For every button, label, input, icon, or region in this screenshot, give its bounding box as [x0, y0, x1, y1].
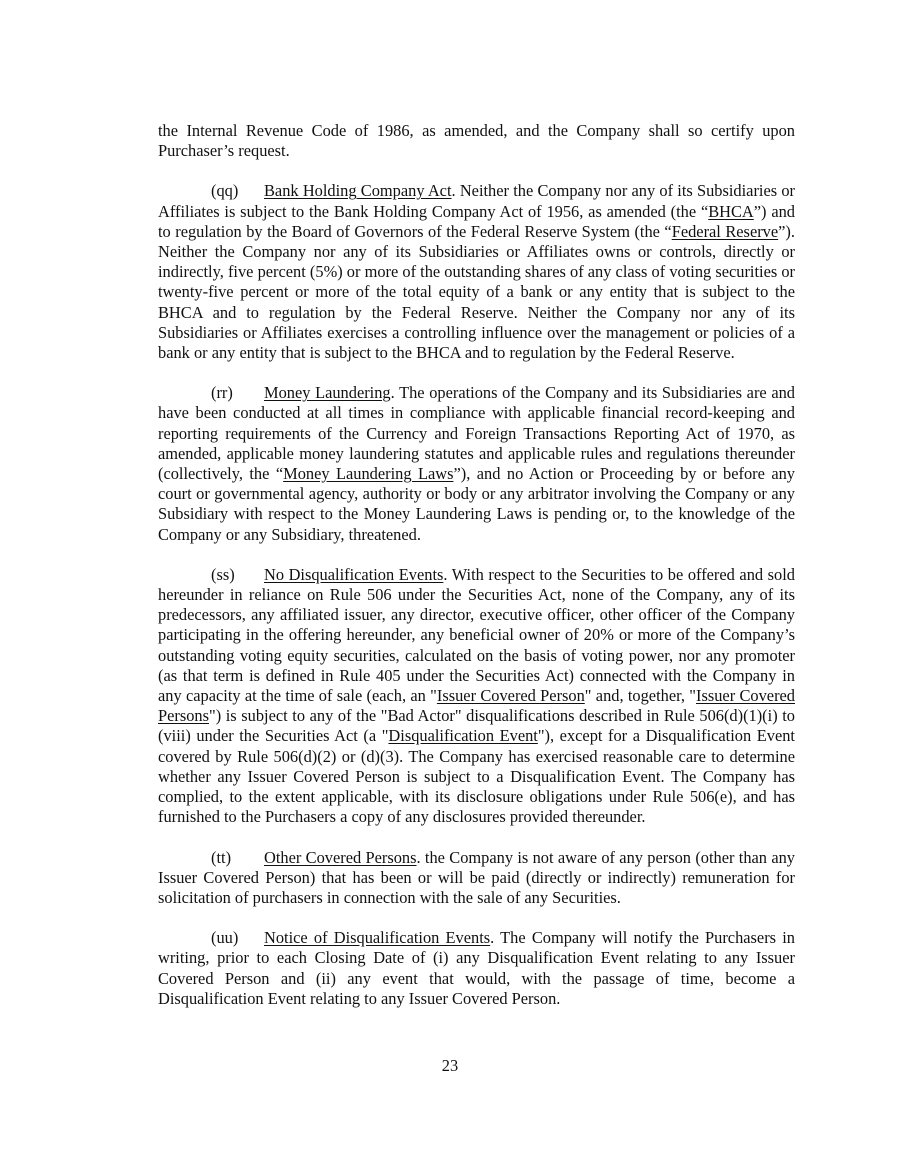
section-heading: Notice of Disqualification Events	[264, 928, 491, 948]
defined-term: Issuer Covered Person	[436, 686, 585, 706]
section-text: . the Company is not aware of any person (other than any Issuer Covered Person) that has been or will be paid (directly or indirectly) remuneration for solicitation of purchasers in connection with the sale of any Securities.	[158, 847, 795, 907]
defined-term: Federal Reserve	[671, 221, 779, 241]
section-number: (rr)	[211, 383, 233, 403]
section-text: . With respect to the Securities to be offered and sold hereunder in reliance on Rule 506 under the Securities Act, none of the Company, any of its predecessors, any affiliated issuer, any director, executive officer, other officer of the Company participating in the offering hereunder, any beneficial owner of 20% or more of the Company’s outstanding voting equity securities, calculated on the basis of voting power, nor any promoter (as that term is defined in Rule 405 under the Securities Act) connected with the Company in any capacity at the time of sale (each, an "	[158, 564, 795, 706]
defined-term: Disqualification Event	[388, 726, 538, 746]
section-heading: Bank Holding Company Act	[264, 181, 452, 201]
defined-term: BHCA	[708, 201, 754, 221]
section-text: "), except for a Disqualification Event covered by Rule 506(d)(2) or (d)(3). The Company has exercised reasonable care to determine whether any Issuer Covered Person is subject to a Disqualification Event. The Company has complied, to the extent applicable, with its disclosure obligations under Rule 506(e), and has furnished to the Purchasers a copy of any disclosures provided thereunder.	[158, 726, 795, 827]
section-number: (tt)	[211, 847, 232, 867]
section-text: . The Company will notify the Purchasers in writing, prior to each Closing Date of (i) any Disqualification Event relating to any Issuer Covered Person and (ii) any event that would, with the passage of time, become a Disqualification Event relating to any Issuer Covered Person.	[158, 928, 795, 1008]
section-text: ") is subject to any of the "Bad Actor" disqualifications described in Rule 506(d)(1)(i) to (viii) under the Securities Act (a "	[158, 706, 795, 746]
section-uu	[158, 928, 795, 1009]
section-number: (ss)	[211, 564, 235, 584]
section-number: (uu)	[211, 928, 239, 948]
section-number: (qq)	[211, 181, 239, 201]
section-text: ”), and no Action or Proceeding by or before any court or governmental agency, authority or body or any arbitrator involving the Company or any Subsidiary with respect to the Money Laundering Laws is pending or, to the knowledge of the Company or any Subsidiary, threatened.	[158, 464, 795, 544]
section-rr	[158, 383, 795, 545]
section-heading: No Disqualification Events	[264, 564, 444, 584]
section-heading: Money Laundering	[264, 383, 391, 403]
intro-paragraph: the Internal Revenue Code of 1986, as amended, and the Company shall so certify upon Purchaser’s request.	[158, 121, 795, 161]
defined-term: Issuer Covered Persons	[158, 686, 795, 726]
section-text: . The operations of the Company and its Subsidiaries are and have been conducted at all times in compliance with applicable financial record-keeping and reporting requirements of the Currency and Foreign Transactions Reporting Act of 1970, as amended, applicable money laundering statutes and applicable rules and regulations thereunder (collectively, the “	[158, 383, 796, 484]
defined-term: Money Laundering Laws	[283, 464, 454, 484]
section-qq	[158, 181, 795, 363]
section-text: " and, together, "	[584, 686, 697, 706]
section-tt	[158, 848, 795, 909]
document-page	[158, 121, 795, 1029]
section-heading: Other Covered Persons	[264, 847, 417, 867]
section-text: . Neither the Company nor any of its Subsidiaries or Affiliates is subject to the Bank Holding Company Act of 1956, as amended (the “	[158, 181, 795, 221]
section-text: ”) and to regulation by the Board of Governors of the Federal Reserve System (the “	[158, 201, 796, 241]
section-ss	[158, 565, 795, 828]
page-number: 23	[441, 1056, 459, 1075]
section-text: ”). Neither the Company nor any of its Subsidiaries or Affiliates owns or controls, directly or indirectly, five percent (5%) or more of the outstanding shares of any class of voting securities or twenty-five percent or more of the total equity of a bank or any entity that is subject to the BHCA and to regulation by the Federal Reserve. Neither the Company nor any of its Subsidiaries or Affiliates exercises a controlling influence over the management or policies of a bank or any entity that is subject to the BHCA and to regulation by the Federal Reserve.	[158, 221, 795, 363]
